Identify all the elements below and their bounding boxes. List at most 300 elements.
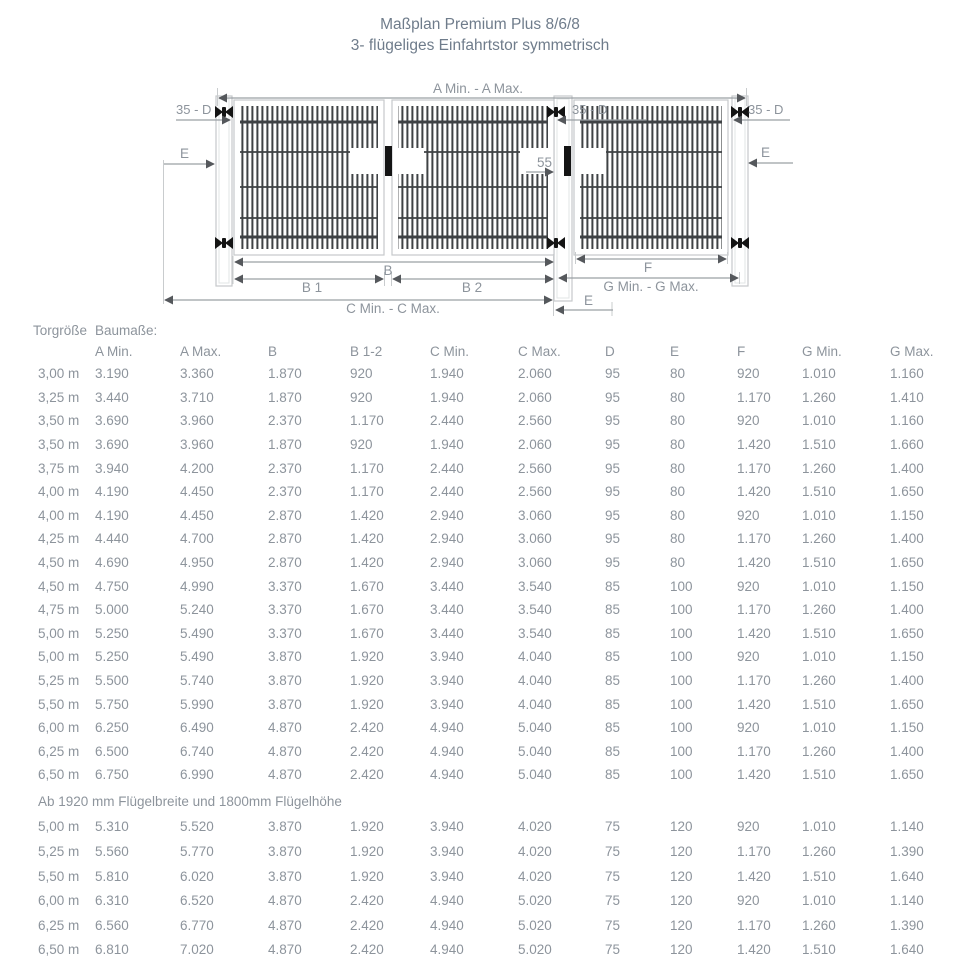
table-cell: 5.310 xyxy=(95,819,129,835)
table-cell: 920 xyxy=(737,893,760,909)
table-cell: 95 xyxy=(605,437,621,453)
table-cell: 1.670 xyxy=(350,602,384,618)
table-cell: 1.420 xyxy=(737,942,771,958)
table-cell: 1.650 xyxy=(890,696,924,712)
table-cell: 1.510 xyxy=(802,625,836,641)
table-cell: 2.060 xyxy=(518,389,552,405)
table-cell: 4.940 xyxy=(430,767,464,783)
header-torgroesse: Torgröße xyxy=(33,322,88,338)
table-cell: 6,25 m xyxy=(38,917,80,933)
table-cell: 85 xyxy=(605,625,621,641)
table-row xyxy=(38,574,960,598)
table-cell: 1.510 xyxy=(802,868,836,884)
table-cell: 1.010 xyxy=(802,893,836,909)
table-cell: 1.170 xyxy=(350,460,384,476)
table-cell: 2.940 xyxy=(430,507,464,523)
dim-label-e-right: E xyxy=(761,145,771,160)
table-cell: 920 xyxy=(350,389,373,405)
table-cell: 920 xyxy=(350,366,373,382)
drop-bolt-side xyxy=(564,146,571,176)
table-cell: 3.940 xyxy=(430,868,464,884)
table-cell: 85 xyxy=(605,743,621,759)
table-cell: 5.990 xyxy=(180,696,214,712)
table-cell: 1.940 xyxy=(430,437,464,453)
table-row xyxy=(38,456,960,480)
table-cell: F xyxy=(737,343,746,359)
table-cell: 5.490 xyxy=(180,649,214,665)
table-cell: 4.450 xyxy=(180,507,214,523)
table-cell: 1.650 xyxy=(890,484,924,500)
table-cell: 80 xyxy=(670,507,686,523)
table-cell: 1.150 xyxy=(890,507,924,523)
table-cell: 5.740 xyxy=(180,673,214,689)
table-cell: 1.510 xyxy=(802,437,836,453)
dim-label-b: B xyxy=(383,263,393,278)
table-row xyxy=(38,362,960,386)
table-cell: 80 xyxy=(670,389,686,405)
table-cell: 2.060 xyxy=(518,366,552,382)
table-cell: 4.040 xyxy=(518,696,552,712)
table-cell: 4.190 xyxy=(95,507,129,523)
table-cell: 1.920 xyxy=(350,649,384,665)
table-cell: 2.560 xyxy=(518,413,552,429)
table-cell: 2.870 xyxy=(268,531,302,547)
table-cell: 2.440 xyxy=(430,413,464,429)
table-cell: 80 xyxy=(670,413,686,429)
table-cell: 6.740 xyxy=(180,743,214,759)
table-cell: 95 xyxy=(605,413,621,429)
table-cell: 3.940 xyxy=(430,649,464,665)
table-cell: 2.560 xyxy=(518,484,552,500)
table-cell: 100 xyxy=(670,649,693,665)
table-cell: 5,50 m xyxy=(38,868,80,884)
table-row xyxy=(38,504,960,528)
table-cell: 3.960 xyxy=(180,437,214,453)
table-cell: 6.750 xyxy=(95,767,129,783)
table-cell: 6.250 xyxy=(95,720,129,736)
table-cell: 1.510 xyxy=(802,696,836,712)
table-cell: G Max. xyxy=(890,343,934,359)
table-row xyxy=(38,340,960,362)
table-cell: 6.310 xyxy=(95,893,129,909)
table-cell: 3.870 xyxy=(268,649,302,665)
table-cell: 4.940 xyxy=(430,917,464,933)
table-column-headers xyxy=(38,340,960,362)
table-cell: 3.540 xyxy=(518,602,552,618)
table-cell: 95 xyxy=(605,389,621,405)
table-cell: 1.420 xyxy=(737,767,771,783)
table-cell: 4,50 m xyxy=(38,555,80,571)
table-cell: 1.920 xyxy=(350,673,384,689)
table-cell: 1.510 xyxy=(802,767,836,783)
table-header-group xyxy=(33,320,960,340)
table-cell: 1.260 xyxy=(802,917,836,933)
table-row xyxy=(38,409,960,433)
dimension-table xyxy=(33,320,960,962)
table-cell: 3.940 xyxy=(95,460,129,476)
table-cell: 3.870 xyxy=(268,673,302,689)
table-cell: 2.420 xyxy=(350,720,384,736)
table-cell: 6.770 xyxy=(180,917,214,933)
table-cell: 4.950 xyxy=(180,555,214,571)
table-cell: 5.250 xyxy=(95,625,129,641)
dim-label-c: C Min. - C Max. xyxy=(346,301,440,316)
table-cell: 2.420 xyxy=(350,917,384,933)
table-cell: 85 xyxy=(605,696,621,712)
table-cell: 920 xyxy=(737,720,760,736)
table-cell: 4,00 m xyxy=(38,484,80,500)
table-cell: 1.260 xyxy=(802,844,836,860)
table-cell: 2.370 xyxy=(268,413,302,429)
table-row xyxy=(38,763,960,787)
table-cell: 5.000 xyxy=(95,602,129,618)
table-cell: 6,00 m xyxy=(38,893,80,909)
table-cell: 4.020 xyxy=(518,819,552,835)
table-row xyxy=(38,480,960,504)
table-cell: 3.060 xyxy=(518,531,552,547)
table-cell: 1.400 xyxy=(890,460,924,476)
table-cell: 1.140 xyxy=(890,893,924,909)
table-cell: 120 xyxy=(670,893,693,909)
table-cell: 3.440 xyxy=(430,578,464,594)
table-cell: 75 xyxy=(605,844,621,860)
table-cell: 95 xyxy=(605,555,621,571)
table-cell: 6,00 m xyxy=(38,720,80,736)
title-line-1: Maßplan Premium Plus 8/6/8 xyxy=(380,16,580,33)
table-cell: 120 xyxy=(670,917,693,933)
table-cell: 3.060 xyxy=(518,555,552,571)
table-cell: 1.010 xyxy=(802,413,836,429)
table-cell: 3.940 xyxy=(430,844,464,860)
table-cell: 3.870 xyxy=(268,844,302,860)
table-cell: 4.940 xyxy=(430,743,464,759)
table-section-2 xyxy=(38,815,960,963)
table-cell: 4.870 xyxy=(268,893,302,909)
table-cell: 1.400 xyxy=(890,673,924,689)
table-cell: 1.260 xyxy=(802,743,836,759)
table-cell: 6.990 xyxy=(180,767,214,783)
table-cell: 1.920 xyxy=(350,819,384,835)
table-cell: G Min. xyxy=(802,343,842,359)
table-cell: 100 xyxy=(670,767,693,783)
table-cell: 4.940 xyxy=(430,720,464,736)
table-cell: 2.440 xyxy=(430,484,464,500)
table-cell: 1.510 xyxy=(802,942,836,958)
table-cell: 4.440 xyxy=(95,531,129,547)
table-cell: 5.750 xyxy=(95,696,129,712)
table-cell: 5.040 xyxy=(518,743,552,759)
table-cell: 85 xyxy=(605,602,621,618)
table-cell: 5.250 xyxy=(95,649,129,665)
table-row xyxy=(38,598,960,622)
table-cell: 95 xyxy=(605,460,621,476)
table-cell: 920 xyxy=(737,507,760,523)
dim-label-55: 55 xyxy=(536,155,552,170)
table-cell: 1.420 xyxy=(737,868,771,884)
table-cell: 3.870 xyxy=(268,868,302,884)
table-cell: 80 xyxy=(670,531,686,547)
table-row xyxy=(38,888,960,913)
table-cell: 920 xyxy=(737,578,760,594)
header-baumasse: Baumaße: xyxy=(95,322,158,338)
dim-label-g: G Min. - G Max. xyxy=(603,279,699,294)
table-cell: C Min. xyxy=(430,343,470,359)
table-cell: A Max. xyxy=(180,343,222,359)
table-cell: 6.020 xyxy=(180,868,214,884)
table-cell: 100 xyxy=(670,625,693,641)
table-cell: 5,00 m xyxy=(38,819,80,835)
table-cell: 4.750 xyxy=(95,578,129,594)
table-cell: 6.560 xyxy=(95,917,129,933)
table-cell: 3.440 xyxy=(95,389,129,405)
table-cell: 4.870 xyxy=(268,917,302,933)
table-cell: B xyxy=(268,343,278,359)
table-cell: 6.810 xyxy=(95,942,129,958)
table-cell: 5.770 xyxy=(180,844,214,860)
table-cell: 1.170 xyxy=(737,531,771,547)
table-cell: 3.440 xyxy=(430,625,464,641)
table-cell: 1.150 xyxy=(890,720,924,736)
table-cell: 3.540 xyxy=(518,625,552,641)
table-cell: 1.870 xyxy=(268,437,302,453)
table-cell: 1.420 xyxy=(737,555,771,571)
table-cell: 5,25 m xyxy=(38,844,80,860)
table-cell: 80 xyxy=(670,366,686,382)
table-row xyxy=(38,740,960,764)
table-cell: 80 xyxy=(670,484,686,500)
table-cell: 3.940 xyxy=(430,819,464,835)
table-cell: 1.170 xyxy=(737,602,771,618)
table-cell: 1.160 xyxy=(890,413,924,429)
table-cell: 75 xyxy=(605,868,621,884)
table-cell: 5,00 m xyxy=(38,649,80,665)
table-cell: 4.450 xyxy=(180,484,214,500)
table-cell: 85 xyxy=(605,767,621,783)
table-cell: 4.190 xyxy=(95,484,129,500)
table-cell: 1.420 xyxy=(350,531,384,547)
table-cell: 1.650 xyxy=(890,625,924,641)
table-cell: 120 xyxy=(670,819,693,835)
table-row xyxy=(38,716,960,740)
table-cell: 6,25 m xyxy=(38,743,80,759)
table-cell: 3.690 xyxy=(95,437,129,453)
dim-label-35d-mid: 35 - D xyxy=(572,102,608,117)
table-cell: 1.940 xyxy=(430,389,464,405)
table-cell: 2.370 xyxy=(268,460,302,476)
table-cell: 75 xyxy=(605,819,621,835)
table-cell: 1.170 xyxy=(737,460,771,476)
table-cell: 3.540 xyxy=(518,578,552,594)
table-cell: 5.500 xyxy=(95,673,129,689)
table-cell: 2.420 xyxy=(350,743,384,759)
table-cell: 6.520 xyxy=(180,893,214,909)
table-cell: 920 xyxy=(737,819,760,835)
dim-label-35d-right: 35 - D xyxy=(748,102,784,117)
table-cell: 5.520 xyxy=(180,819,214,835)
table-cell: 2.440 xyxy=(430,460,464,476)
table-cell: 3.370 xyxy=(268,602,302,618)
table-cell: 3.940 xyxy=(430,696,464,712)
table-cell: 1.400 xyxy=(890,602,924,618)
table-row xyxy=(38,669,960,693)
table-cell: 1.920 xyxy=(350,868,384,884)
table-row xyxy=(38,386,960,410)
table-cell: 95 xyxy=(605,366,621,382)
table-row xyxy=(38,527,960,551)
table-cell: D xyxy=(605,343,615,359)
table-cell: 3.960 xyxy=(180,413,214,429)
table-cell: 5.020 xyxy=(518,942,552,958)
drop-bolt-center xyxy=(385,146,392,176)
table-cell: 4.040 xyxy=(518,649,552,665)
table-cell: 5,25 m xyxy=(38,673,80,689)
table-cell: E xyxy=(670,343,680,359)
table-cell: 5,50 m xyxy=(38,696,80,712)
table-cell: 4,50 m xyxy=(38,578,80,594)
table-cell: 85 xyxy=(605,720,621,736)
table-cell: 1.260 xyxy=(802,531,836,547)
table-cell: 1.010 xyxy=(802,578,836,594)
table-cell: 75 xyxy=(605,893,621,909)
section-note: Ab 1920 mm Flügelbreite und 1800mm Flügelhöhe xyxy=(38,794,342,810)
table-cell: 1.260 xyxy=(802,602,836,618)
table-cell: 5.810 xyxy=(95,868,129,884)
table-cell: 3.370 xyxy=(268,578,302,594)
table-cell: 5.560 xyxy=(95,844,129,860)
table-cell: C Max. xyxy=(518,343,561,359)
table-cell: 1.650 xyxy=(890,555,924,571)
table-cell: 5.490 xyxy=(180,625,214,641)
title-line-2: 3- flügeliges Einfahrtstor symmetrisch xyxy=(350,37,610,54)
table-cell: 3.710 xyxy=(180,389,214,405)
table-cell: 1.940 xyxy=(430,366,464,382)
table-cell: 95 xyxy=(605,484,621,500)
table-cell: 1.170 xyxy=(737,389,771,405)
table-cell: 6,50 m xyxy=(38,767,80,783)
table-cell: 1.010 xyxy=(802,649,836,665)
table-cell: 1.670 xyxy=(350,625,384,641)
table-cell: 3.940 xyxy=(430,673,464,689)
table-cell: 1.510 xyxy=(802,484,836,500)
table-row xyxy=(38,692,960,716)
table-cell: 80 xyxy=(670,555,686,571)
table-cell: 4.940 xyxy=(430,942,464,958)
table-cell: 3.690 xyxy=(95,413,129,429)
table-cell: 120 xyxy=(670,844,693,860)
table-cell: 4.940 xyxy=(430,893,464,909)
page-title xyxy=(0,14,960,56)
table-cell: 4.990 xyxy=(180,578,214,594)
dim-label-b1: B 1 xyxy=(301,280,323,295)
table-cell: 1.170 xyxy=(737,673,771,689)
table-cell: 1.920 xyxy=(350,696,384,712)
table-cell: 920 xyxy=(737,649,760,665)
table-cell: 3.440 xyxy=(430,602,464,618)
dim-label-e-bottom: E xyxy=(584,293,594,308)
table-cell: 4,75 m xyxy=(38,602,80,618)
table-cell: 4.870 xyxy=(268,743,302,759)
table-cell: 1.670 xyxy=(350,578,384,594)
table-cell: 1.260 xyxy=(802,389,836,405)
table-cell: 2.870 xyxy=(268,555,302,571)
table-cell: 1.170 xyxy=(737,917,771,933)
table-cell: 5.020 xyxy=(518,893,552,909)
table-cell: 4.700 xyxy=(180,531,214,547)
table-row xyxy=(38,864,960,889)
table-cell: 100 xyxy=(670,743,693,759)
table-row xyxy=(38,645,960,669)
table-cell: 6.490 xyxy=(180,720,214,736)
table-cell: 4.870 xyxy=(268,942,302,958)
table-row xyxy=(38,815,960,840)
table-cell: 5.240 xyxy=(180,602,214,618)
table-row xyxy=(38,938,960,963)
gate-diagram xyxy=(0,76,960,320)
table-cell: 1.650 xyxy=(890,767,924,783)
table-cell: 2.060 xyxy=(518,437,552,453)
table-cell: 1.170 xyxy=(350,413,384,429)
table-cell: 85 xyxy=(605,578,621,594)
table-cell: 5,00 m xyxy=(38,625,80,641)
table-cell: 6,50 m xyxy=(38,942,80,958)
table-cell: 1.010 xyxy=(802,720,836,736)
dim-label-b2: B 2 xyxy=(461,280,483,295)
dim-label-35d-left: 35 - D xyxy=(176,102,212,117)
table-cell: 100 xyxy=(670,578,693,594)
table-cell: 1.010 xyxy=(802,366,836,382)
table-cell: 3.060 xyxy=(518,507,552,523)
table-cell: 920 xyxy=(737,413,760,429)
table-cell: 2.560 xyxy=(518,460,552,476)
table-cell: 1.150 xyxy=(890,649,924,665)
table-cell: 1.640 xyxy=(890,868,924,884)
table-cell: 1.260 xyxy=(802,460,836,476)
table-cell: 4.870 xyxy=(268,767,302,783)
table-cell: 3.190 xyxy=(95,366,129,382)
table-cell: 3.370 xyxy=(268,625,302,641)
table-cell: 1.640 xyxy=(890,942,924,958)
table-cell: 1.420 xyxy=(737,437,771,453)
table-cell: 1.410 xyxy=(890,389,924,405)
table-cell: 4.870 xyxy=(268,720,302,736)
table-cell: 2.940 xyxy=(430,531,464,547)
table-cell: 95 xyxy=(605,507,621,523)
table-cell: 1.920 xyxy=(350,844,384,860)
table-cell: 4.200 xyxy=(180,460,214,476)
table-cell: 920 xyxy=(737,366,760,382)
table-cell: 2.870 xyxy=(268,507,302,523)
table-cell: 1.420 xyxy=(737,696,771,712)
table-cell: 4.690 xyxy=(95,555,129,571)
table-cell: 5.040 xyxy=(518,720,552,736)
table-cell: 4,25 m xyxy=(38,531,80,547)
table-cell: 4.020 xyxy=(518,868,552,884)
table-cell: 6.500 xyxy=(95,743,129,759)
table-cell: 3.360 xyxy=(180,366,214,382)
table-row xyxy=(38,622,960,646)
dim-label-f: F xyxy=(643,260,653,275)
table-cell: 1.010 xyxy=(802,819,836,835)
table-cell: 1.390 xyxy=(890,844,924,860)
table-cell: 1.170 xyxy=(737,743,771,759)
table-cell: 100 xyxy=(670,696,693,712)
table-cell: 1.140 xyxy=(890,819,924,835)
table-cell: 1.150 xyxy=(890,578,924,594)
table-cell: 3,75 m xyxy=(38,460,80,476)
table-section-1 xyxy=(38,362,960,787)
table-row xyxy=(38,913,960,938)
table-cell: 2.370 xyxy=(268,484,302,500)
